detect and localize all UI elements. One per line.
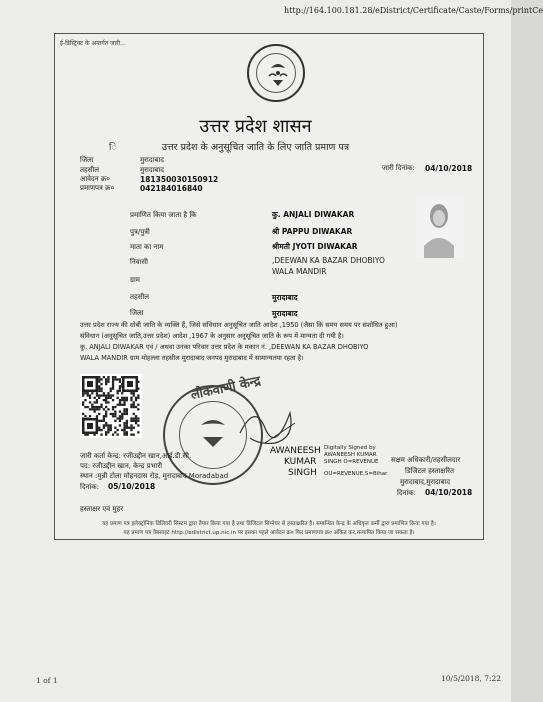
signature-label: हस्ताक्षर एवं मुहर	[80, 505, 124, 513]
issuer-center: जारी कर्ता केन्द्र: रजीउद्दीन खान,आई.डी.सी.	[80, 452, 192, 460]
certify-label: प्रमाणित किया जाता है कि	[130, 211, 197, 219]
district-value: मुरादाबाद	[140, 156, 164, 164]
certificate-number: 042184016840	[140, 184, 203, 193]
person-name: कु. ANJALI DIWAKAR	[272, 210, 355, 219]
footer-note-line2: यह प्रमाण पत्र वेबसाइट http://edistrict.up.nic.in पर इसका पहले आवेदन क्र० फिर प्रमाणपत्र क्र० अंकित कर,सत्यापित किया जा सकता है।	[123, 530, 415, 536]
footer-note-line1: यह प्रमाण पत्र इलेक्ट्रॉनिक डिलिवरी सिस्टम द्वारा तैयार किया गया है तथा डिजिटल सिग्नेचर से हस्ताक्षरित है। सम्बन्धित केन्द्र के अधिकृत कर्मी द्वारा प्रमाणित किया गया है।	[102, 521, 436, 527]
signer-name	[270, 446, 321, 479]
issuer-place: स्थान :मुन्नी टोला मोहनदास रोड़, मुरादाबाद Moradabad	[80, 472, 229, 480]
issuer-signature-icon	[235, 393, 305, 453]
address-line1: ,DEEWAN KA BAZAR DHOBIYO	[272, 256, 385, 265]
body-line3: कु. ANJALI DIWAKAR एवं / अथवा उनका परिवार उत्तर प्रदेश के मकान नं. ,DEEWAN KA BAZAR DHOBIYO	[80, 343, 369, 351]
applicant-photo	[416, 196, 464, 258]
issuer-date-value: 05/10/2018	[108, 482, 156, 491]
signer-name-line2: KUMAR	[284, 457, 317, 467]
application-number: 181350030150912	[140, 175, 219, 184]
tehsil-label: तहसील	[80, 166, 99, 174]
person-tehsil-label: तहसील	[130, 293, 149, 301]
certificate-title: उत्तर प्रदेश के अनुसूचित जाति के लिए जाति प्रमाण पत्र	[161, 142, 350, 153]
seal-text: लोकवाणी केन्द्र	[189, 373, 263, 404]
address-line2: WALA MANDIR	[272, 267, 327, 276]
page-url: http://164.100.181.28/eDistrict/Certificate/Caste/Forms/printCe	[284, 6, 543, 15]
person-district-value: मुरादाबाद	[272, 309, 298, 318]
application-label: आवेदन क्र०	[80, 175, 110, 183]
authority-place: मुरादाबाद,मुरादाबाद	[400, 478, 451, 486]
authority-date-value: 04/10/2018	[425, 488, 473, 497]
certificate-label: प्रमाणपत्र क्र०	[80, 184, 115, 192]
issuer-date-label: दिनांक:	[80, 483, 99, 491]
header-mark: ि	[109, 143, 117, 153]
mother-label: माता का नाम	[130, 243, 164, 251]
person-district-label: जिला	[130, 309, 144, 317]
resident-label: निवासी	[130, 258, 148, 266]
mother-name: श्रीमती JYOTI DIWAKAR	[272, 242, 358, 251]
body-line4: WALA MANDIR ग्राम मोहल्ला तहसील मुरादाबाद जनपद मुरादाबाद में सामान्यतया रहता है।	[80, 354, 304, 362]
edistrict-note: ई-डिस्ट्रिक्ट के अन्तर्गत जारी...	[60, 40, 126, 47]
district-label: जिला	[80, 156, 94, 164]
issue-date-value: 04/10/2018	[425, 164, 473, 173]
digital-line2: AWANEESH KUMAR	[324, 452, 377, 458]
body-line2: संविधान (अनुसूचित जाति,उत्तर प्रदेश) आदेश ,1967 के अनुसार अनुसूचित जाति के रूप में मान्यता दी गयी है।	[80, 332, 344, 340]
authority-title: सक्षम अधिकारी/तहसीलदार	[391, 456, 461, 464]
body-line1: उत्तर प्रदेश राज्य की धोबी जाति के व्यक्ति हैं, जिसे संविधान अनुसूचित जाति आदेश ,1950 (जैसा कि समय समय पर संशोधित हुआ)	[80, 321, 398, 329]
issuer-post: पद: रजीउद्दीन खान, केन्द्र प्रभारी	[80, 462, 163, 470]
digital-line1: Digitally Signed by	[324, 445, 376, 451]
qr-code-icon	[80, 374, 142, 438]
print-timestamp: 10/5/2018, 7:22	[441, 674, 502, 683]
digital-line3: SINGH O=REVENUE	[324, 459, 379, 465]
father-name: श्री PAPPU DIWAKAR	[272, 227, 353, 236]
person-tehsil-value: मुरादाबाद	[272, 293, 298, 302]
tehsil-value: मुरादाबाद	[140, 166, 164, 174]
signer-name-line1: AWANEESH	[270, 446, 321, 456]
up-emblem-icon	[247, 44, 305, 102]
signer-name-line3: SINGH	[288, 468, 317, 478]
village-label: ग्राम	[130, 276, 140, 284]
government-title: उत्तर प्रदेश शासन	[199, 116, 312, 137]
page-number: 1 of 1	[36, 676, 58, 685]
digital-line4: OU=REVENUE,S=Bihar	[324, 471, 388, 477]
authority-digital: डिजिटल हस्ताक्षरित	[405, 467, 454, 475]
authority-date-label: दिनांक:	[397, 489, 416, 497]
issue-date-label: जारी दिनांक:	[382, 164, 415, 172]
relation-label: पुत्र/पुत्री	[130, 228, 150, 236]
footer-note	[62, 520, 476, 538]
digital-signature	[324, 445, 387, 478]
